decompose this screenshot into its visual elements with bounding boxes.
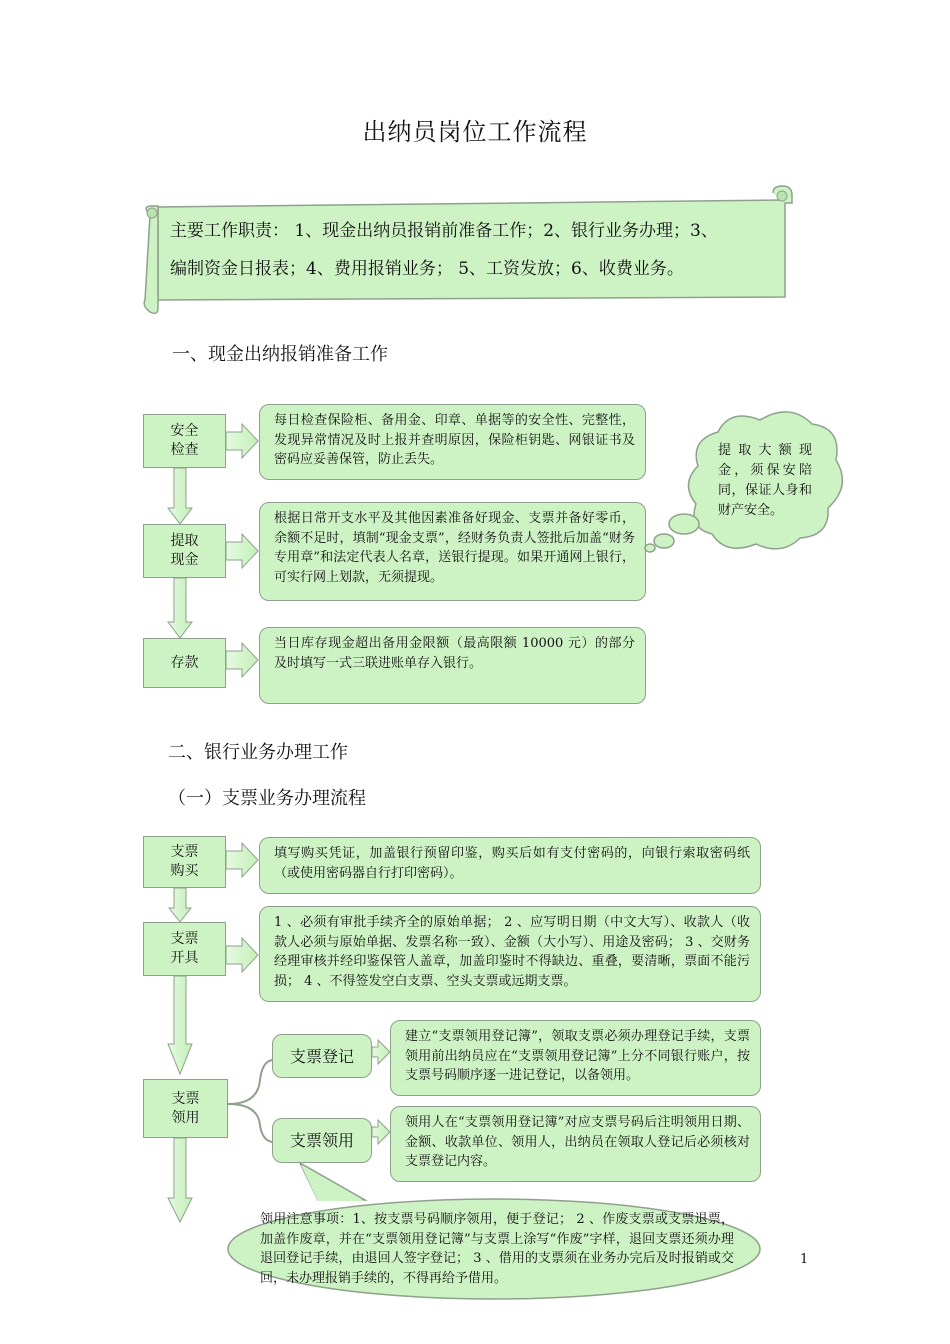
section2-heading: 二、银行业务办理工作 [168,742,348,763]
safety-check-description: 每日检查保险柜、备用金、印章、单据等的安全性、完整性，发现异常情况及时上报并查明原因，保险柜钥匙、网银证书及密码应妥善保管，防止丢失。 [259,404,646,480]
step-withdraw-cash: 提取 现金 [143,524,226,578]
step-deposit: 存款 [143,638,226,688]
page-title: 出纳员岗位工作流程 [362,118,588,146]
step-buy-cheque: 支票 购买 [143,836,226,888]
section2-subheading: （一）支票业务办理流程 [168,788,366,809]
deposit-description: 当日库存现金超出备用金限额（最高限额 10000 元）的部分及时填写一式三联进账单存入银行。 [259,627,646,704]
branch-cheque-collect: 支票领用 [272,1118,372,1163]
cloud-note: 提 取 大 额 现 金，须保安陪同，保证人身和财产安全。 [718,443,812,518]
withdraw-cash-description: 根据日常开支水平及其他因素准备好现金、支票并备好零币，余额不足时，填制“现金支票”，经财务负责人签批后加盖“财务专用章”和法定代表人名章，送银行提现。如果开通网上银行，可实行网上划款，无须提现。 [259,502,646,601]
responsibilities-line-1: 主要工作职责： 1、现金出纳员报销前准备工作；2、银行业务办理；3、 [170,221,718,241]
step-collect-cheque: 支票 领用 [143,1079,228,1138]
branch-cheque-register: 支票登记 [272,1034,372,1078]
page-number: 1 [800,1252,809,1267]
section1-heading: 一、现金出纳报销准备工作 [172,344,388,365]
cheque-usage-notes: 领用注意事项：1、按支票号码顺序领用，便于登记； 2 、作废支票或支票退票，加盖作废章，并在“支票领用登记簿”与支票上涂写“作废”字样，退回支票还须办理退回登记手续，由退回人签字登记； 3 、借用的支票须在业务办完后及时报销或交回，未办理报销手续的，不得再给予借用。 [260,1212,734,1286]
issue-cheque-description: 1 、必须有审批手续齐全的原始单据； 2 、应写明日期（中文大写）、收款人（收款人必须与原始单据、发票名称一致）、金额（大小写）、用途及密码； 3 、交财务经理审核并经印鉴保管人盖章，加盖印鉴时不得缺边、重叠，要清晰，票面不能污损； 4 、不得签发空白支票、空头支票或远期支票。 [259,906,761,1002]
responsibilities-line-2: 编制资金日报表；4、费用报销业务； 5、工资发放；6、收费业务。 [170,259,684,279]
step-safety-check: 安全 检查 [143,414,226,468]
step-issue-cheque: 支票 开具 [143,922,226,976]
buy-cheque-description: 填写购买凭证，加盖银行预留印鉴，购买后如有支付密码的，向银行索取密码纸（或使用密码器自行打印密码）。 [259,837,761,894]
cheque-register-description: 建立“支票领用登记簿”，领取支票必须办理登记手续，支票领用前出纳员应在“支票领用登记簿”上分不同银行账户，按支票号码顺序逐一进记登记，以备领用。 [390,1020,761,1096]
cheque-collect-description: 领用人在“支票领用登记簿”对应支票号码后注明领用日期、金额、收款单位、领用人，出纳员在领取人登记后必须核对支票登记内容。 [390,1106,761,1182]
